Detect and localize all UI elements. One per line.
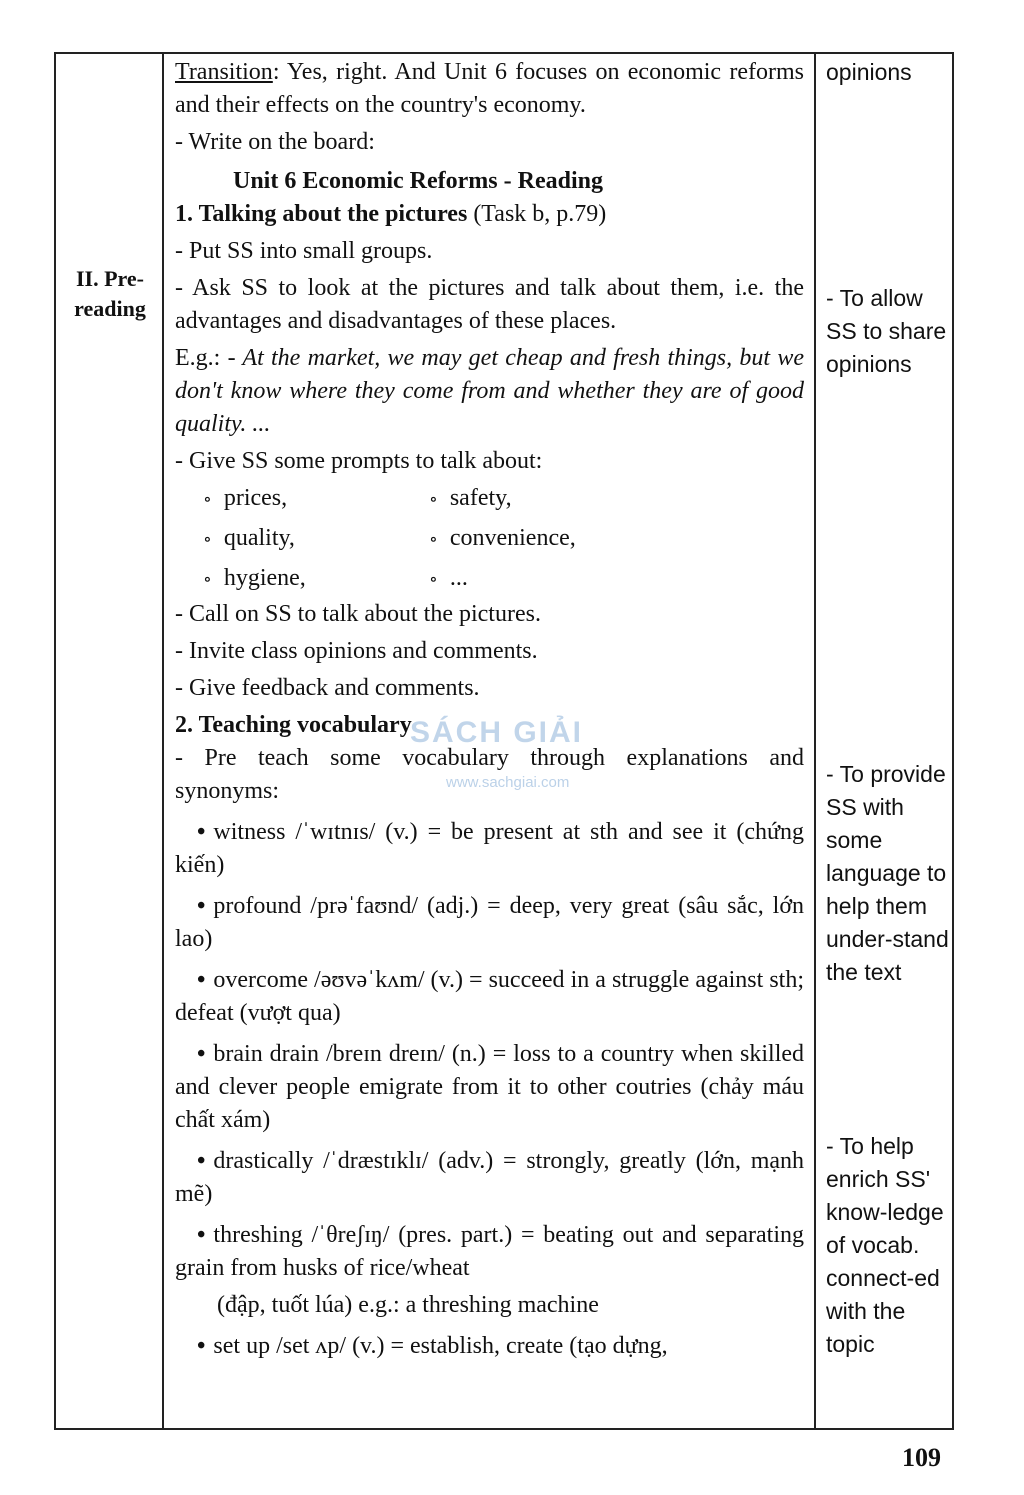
prompt-item: ∘ convenience, [429, 522, 729, 556]
prompt-item: ∘ quality, [203, 522, 429, 556]
step-call: - Call on SS to talk about the pictures. [175, 601, 541, 627]
step-preteach: - Pre teach some vocabulary through explanations and synonyms: [175, 745, 804, 804]
section-2-heading: 2. Teaching vocabulary [175, 712, 412, 738]
transition-label: Transition [175, 59, 273, 85]
prompt-item: ∘ safety, [429, 482, 729, 516]
prompt-item: ∘ ... [429, 562, 729, 596]
stage-label: II. Pre-reading [74, 266, 146, 321]
step-prompts: - Give SS some prompts to talk about: [175, 448, 543, 474]
aim-1: opinions [826, 59, 912, 85]
vocab-item: • brain drain /breɪn dreɪn/ (n.) = loss to a country when skilled and clever people emigrate from it to other coutries (chảy máu chất xám) [175, 1038, 804, 1137]
transition-line: Transition: Yes, right. And Unit 6 focuses on economic reforms and their effects on the country's economy. [175, 59, 804, 118]
vocab-item-setup: • set up /set ʌp/ (v.) = establish, create (tạo dựng, [175, 1330, 804, 1363]
example-line: E.g.: - At the market, we may get cheap and fresh things, but we don't know where they come from and whether they are of good quality. ... [175, 345, 805, 437]
section-1-heading: 1. Talking about the pictures (Task b, p.79) [175, 201, 607, 227]
vocab-item: • threshing /ˈθreʃɪŋ/ (pres. part.) = beating out and separating grain from husks of rice/wheat [175, 1219, 804, 1285]
aim-4: - To help enrich SS' know-ledge of vocab. connect-ed with the topic [826, 1133, 944, 1357]
vocab-item: • witness /ˈwɪtnɪs/ (v.) = be present at sth and see it (chứng kiến) [175, 816, 804, 882]
step-feedback: - Give feedback and comments. [175, 675, 480, 701]
prompt-item: ∘ hygiene, [203, 562, 429, 596]
watermark-url: www.sachgiai.com [446, 774, 570, 791]
aim-2: - To allow SS to share opinions [826, 285, 947, 377]
step-invite: - Invite class opinions and comments. [175, 638, 538, 664]
prompt-item: ∘ prices, [203, 482, 429, 516]
vocab-item: • overcome /əʊvəˈkʌm/ (v.) = succeed in a struggle against sth; defeat (vượt qua) [175, 964, 804, 1030]
page-number: 109 [902, 1443, 941, 1472]
stage-column [55, 53, 163, 1429]
write-board-line: - Write on the board: [175, 129, 375, 155]
aims-column [815, 53, 953, 1429]
vocab-item: • profound /prəˈfaʊnd/ (adj.) = deep, very great (sâu sắc, lớn lao) [175, 890, 804, 956]
aim-3: - To provide SS with some language to help them under-stand the text [826, 761, 949, 985]
threshing-example: (đập, tuốt lúa) e.g.: a threshing machine [217, 1292, 599, 1318]
board-title: Unit 6 Economic Reforms - Reading [233, 168, 603, 194]
step-ask: - Ask SS to look at the pictures and talk about them, i.e. the advantages and disadvantages of these places. [175, 275, 804, 334]
step-groups: - Put SS into small groups. [175, 238, 433, 264]
vocab-item: • drastically /ˈdræstɪklɪ/ (adv.) = strongly, greatly (lớn, mạnh mẽ) [175, 1145, 804, 1211]
prompt-list [203, 482, 804, 596]
watermark-logo: SÁCH GIẢI [410, 716, 584, 749]
